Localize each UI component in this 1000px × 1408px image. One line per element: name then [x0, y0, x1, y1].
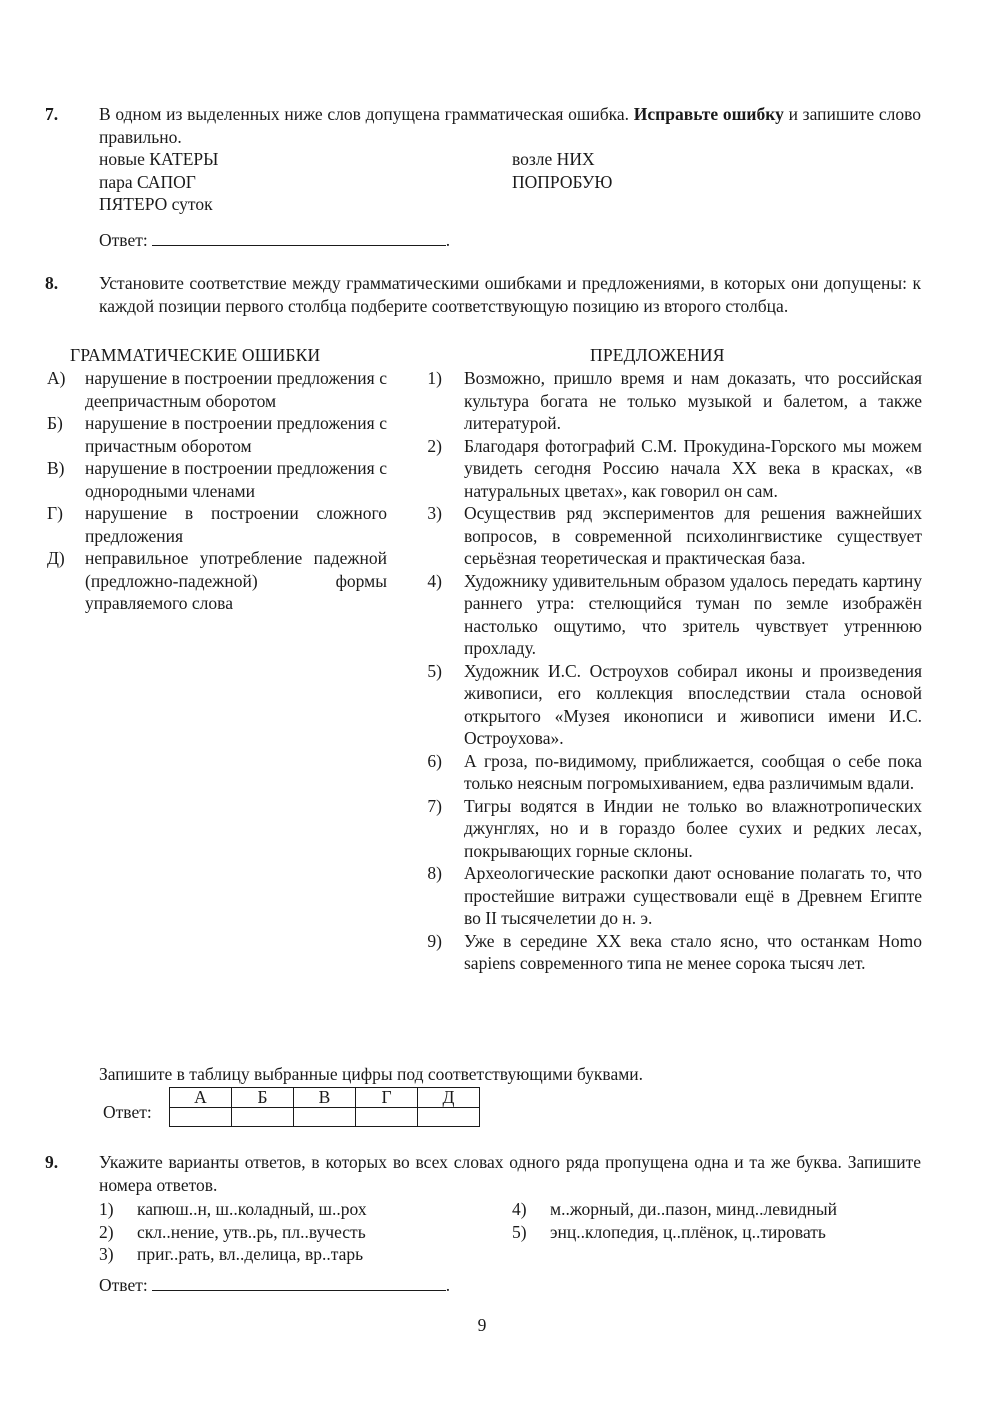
- answer-table-header: Б: [232, 1088, 294, 1108]
- task-7-number: 7.: [45, 104, 59, 124]
- answer-table-header-row: [170, 1088, 480, 1108]
- task-8-number: 8.: [45, 273, 59, 293]
- task-7-word: новые КАТЕРЫ: [99, 149, 219, 169]
- sentence-text: Благодаря фотографий С.М. Прокудина-Горского мы можем увидеть сегодня Россию начала XX века в красках, «в натуральных цветах», как говорил он сам.: [464, 435, 922, 501]
- sentence-label: 3): [427, 503, 442, 523]
- option-item[interactable]: [99, 1198, 367, 1221]
- option-label: 2): [99, 1221, 114, 1242]
- option-item[interactable]: [512, 1198, 837, 1221]
- task-7-prompt-tail: и запишите слово правильно.: [99, 104, 921, 147]
- error-text: неправильное употребление падежной (предложно-падежной) формы управляемого слова: [85, 548, 387, 613]
- option-item[interactable]: [512, 1221, 837, 1244]
- task-9-answer-end: .: [445, 1275, 451, 1295]
- task-7-answer-label: Ответ:: [99, 230, 148, 250]
- sentence-label: 6): [427, 750, 442, 771]
- answer-cell-a[interactable]: [170, 1108, 232, 1127]
- task-8-answer-table: [169, 1087, 480, 1127]
- option-item[interactable]: [99, 1243, 367, 1266]
- errors-column-header: ГРАММАТИЧЕСКИЕ ОШИБКИ: [70, 345, 321, 365]
- sentence-label: 2): [427, 435, 442, 456]
- task-9-prompt: Укажите варианты ответов, в которых во всех словах одного ряда пропущена одна и та же буква. Запишите номера ответов.: [99, 1152, 921, 1195]
- sentence-item: [402, 435, 922, 503]
- task-9-options-left: [99, 1198, 367, 1266]
- sentence-text: А гроза, по-видимому, приближается, сообщая о себе пока только неясным погромыхиванием, едва различимым вдали.: [464, 750, 922, 793]
- task-9-answer-field[interactable]: [152, 1272, 446, 1291]
- sentences-list: [402, 367, 922, 975]
- error-label: А): [47, 368, 66, 388]
- task-8-prompt: Установите соответствие между грамматическими ошибками и предложениями, в которых они допущены: к каждой позиции первого столбца подберите соответствующую позицию из второго столбца.: [99, 273, 921, 316]
- answer-table-value-row: [170, 1108, 480, 1127]
- sentence-text: Возможно, пришло время и нам доказать, что российская культура богата не только музыкой и балетом, а также литературой.: [464, 368, 922, 433]
- sentence-item: [402, 862, 922, 930]
- option-text: энц..клопедия, ц..плёнок, ц..тировать: [550, 1221, 826, 1242]
- option-text: капюш..н, ш..коладный, ш..рох: [137, 1199, 367, 1219]
- task-8-answer-label: Ответ:: [103, 1102, 152, 1122]
- sentence-text: Художник И.С. Остроухов собирал иконы и произведения живописи, его коллекция впоследствии стала основой открытого «Музея иконописи и живописи имени И.С. Остроухова».: [464, 660, 922, 748]
- error-text: нарушение в построении предложения с однородными членами: [85, 458, 387, 501]
- sentence-label: 8): [427, 863, 442, 883]
- task-7-prompt-emphasis: Исправьте ошибку: [633, 104, 784, 124]
- task-7-answer-field[interactable]: [152, 227, 446, 246]
- sentence-item: [402, 750, 922, 795]
- option-label: 3): [99, 1244, 114, 1264]
- sentence-label: 1): [427, 368, 442, 388]
- page-number: 9: [477, 1315, 487, 1335]
- sentence-text: Уже в середине XX века стало ясно, что останкам Homo sapiens современного типа не менее сорока тысяч лет.: [464, 930, 922, 973]
- sentences-column-header: ПРЕДЛОЖЕНИЯ: [590, 345, 725, 365]
- sentence-text: Осуществив ряд экспериментов для решения важнейших вопросов, в современной психолингвистике существует серьёзная теоретическая и практическая база.: [464, 503, 922, 568]
- error-item: [47, 412, 387, 457]
- error-item: [47, 367, 387, 412]
- sentence-item: [402, 570, 922, 660]
- sentence-text: Археологические раскопки дают основание полагать то, что простейшие витражи существовали ещё в Древнем Египте во II тысячелетии до н. э.: [464, 863, 922, 928]
- error-item: [47, 547, 387, 615]
- answer-cell-v[interactable]: [294, 1108, 356, 1127]
- task-8-table-instruction: Запишите в таблицу выбранные цифры под соответствующими буквами.: [99, 1064, 644, 1084]
- sentence-item: [402, 930, 922, 975]
- error-item: [47, 457, 387, 502]
- sentence-label: 5): [427, 660, 442, 681]
- task-7-prompt-text: В одном из выделенных ниже слов допущена грамматическая ошибка.: [99, 104, 634, 124]
- sentence-item: [402, 502, 922, 570]
- answer-table-header: Д: [418, 1088, 480, 1108]
- option-label: 1): [99, 1199, 114, 1219]
- sentence-text: Художнику удивительным образом удалось передать картину раннего утра: стелющийся туман по земле изображён настолько ощутимо, что зритель чувствует утреннюю прохладу.: [464, 570, 922, 658]
- option-text: приг..рать, вл..делица, вр..тарь: [137, 1244, 364, 1264]
- answer-cell-d[interactable]: [418, 1108, 480, 1127]
- option-item[interactable]: [99, 1221, 367, 1244]
- option-text: м..жорный, ди..пазон, минд..левидный: [550, 1199, 838, 1219]
- task-7-answer-end: .: [445, 230, 451, 250]
- error-label: В): [47, 458, 65, 478]
- error-label: Д): [47, 548, 65, 568]
- error-text: нарушение в построении сложного предложения: [85, 503, 387, 546]
- sentence-text: Тигры водятся в Индии не только во влажнотропических джунглях, но и в гораздо более сухих и редких лесах, покрывающих горные склоны.: [464, 795, 922, 861]
- option-label: 5): [512, 1221, 527, 1242]
- task-9-answer-label: Ответ:: [99, 1275, 148, 1295]
- task-7-words-right: [512, 148, 612, 193]
- task-9-number: 9.: [45, 1152, 59, 1172]
- error-item: [47, 502, 387, 547]
- task-7-words-left: [99, 148, 218, 216]
- sentence-item: [402, 367, 922, 435]
- sentence-label: 4): [427, 570, 442, 591]
- task-7-prompt: [99, 103, 921, 148]
- answer-table-header: В: [294, 1088, 356, 1108]
- answer-table-header: Г: [356, 1088, 418, 1108]
- task-7-word: пара САПОГ: [99, 171, 196, 192]
- task-7-word: возле НИХ: [512, 149, 595, 169]
- error-label: Г): [47, 503, 63, 523]
- sentence-item: [402, 660, 922, 750]
- task-7-word: ПОПРОБУЮ: [512, 171, 613, 192]
- error-text: нарушение в построении предложения с деепричастным оборотом: [85, 368, 387, 411]
- errors-list: [47, 367, 387, 615]
- answer-cell-g[interactable]: [356, 1108, 418, 1127]
- task-9-options-right: [512, 1198, 837, 1243]
- option-text: скл..нение, утв..рь, пл..вучесть: [137, 1221, 366, 1242]
- answer-table-header: А: [170, 1088, 232, 1108]
- sentence-item: [402, 795, 922, 863]
- sentence-label: 9): [427, 930, 442, 951]
- error-label: Б): [47, 413, 63, 433]
- option-label: 4): [512, 1199, 527, 1219]
- answer-cell-b[interactable]: [232, 1108, 294, 1127]
- task-9-answer: [99, 1272, 450, 1297]
- task-7-answer: [99, 227, 450, 252]
- sentence-label: 7): [427, 795, 442, 816]
- error-text: нарушение в построении предложения с причастным оборотом: [85, 413, 387, 456]
- task-7-word: ПЯТЕРО суток: [99, 194, 213, 214]
